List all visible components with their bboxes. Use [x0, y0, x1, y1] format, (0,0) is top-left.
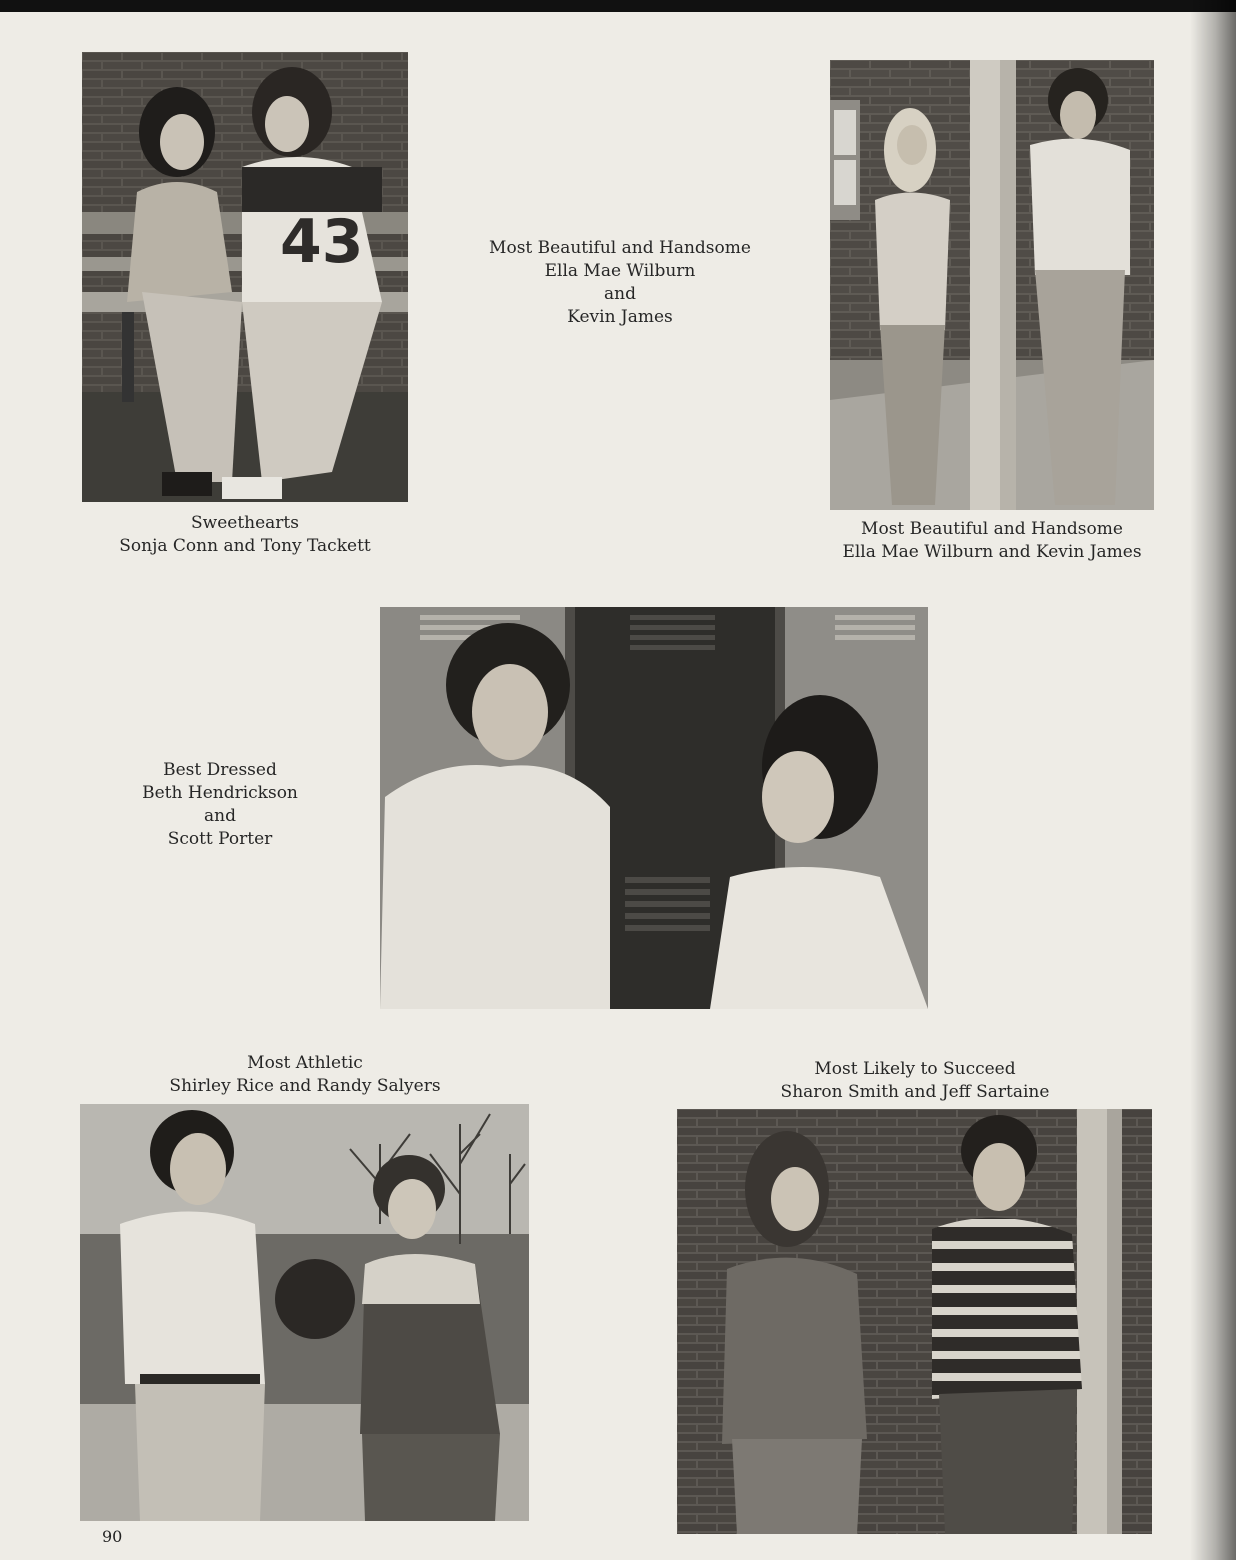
caption-line: Kevin James: [567, 307, 673, 327]
caption-sweethearts: [95, 512, 395, 558]
caption-most-athletic: [155, 1052, 455, 1098]
caption-line: Best Dressed: [163, 760, 277, 780]
photo-sweethearts: [82, 52, 408, 502]
caption-most-beautiful-right: [830, 518, 1154, 564]
caption-line: Scott Porter: [167, 829, 273, 849]
caption-line: and: [204, 806, 236, 826]
caption-most-beautiful-center: [460, 237, 780, 329]
award-names: Sonja Conn and Tony Tackett: [119, 536, 371, 556]
page-top-edge: [0, 0, 1236, 12]
photo-most-beautiful: [830, 60, 1154, 510]
award-names: Sharon Smith and Jeff Sartaine: [780, 1082, 1050, 1102]
photo-most-likely-to-succeed: [677, 1109, 1152, 1534]
caption-line: Ella Mae Wilburn: [544, 261, 696, 281]
jersey-number: 43: [280, 207, 364, 277]
award-title: Most Beautiful and Handsome: [861, 519, 1123, 539]
photo-most-athletic: [80, 1104, 529, 1521]
caption-line: and: [604, 284, 636, 304]
caption-best-dressed: [95, 759, 345, 851]
caption-line: Most Beautiful and Handsome: [489, 238, 751, 258]
award-names: Ella Mae Wilburn and Kevin James: [842, 542, 1142, 562]
caption-most-likely-to-succeed: [760, 1058, 1070, 1104]
caption-line: Beth Hendrickson: [142, 783, 298, 803]
page-number: 90: [102, 1527, 123, 1546]
award-names: Shirley Rice and Randy Salyers: [169, 1076, 441, 1096]
photo-best-dressed: [380, 607, 928, 1009]
binding-shadow: [1190, 0, 1236, 1560]
award-title: Most Athletic: [247, 1053, 363, 1073]
award-title: Sweethearts: [191, 513, 299, 533]
award-title: Most Likely to Succeed: [814, 1059, 1016, 1079]
